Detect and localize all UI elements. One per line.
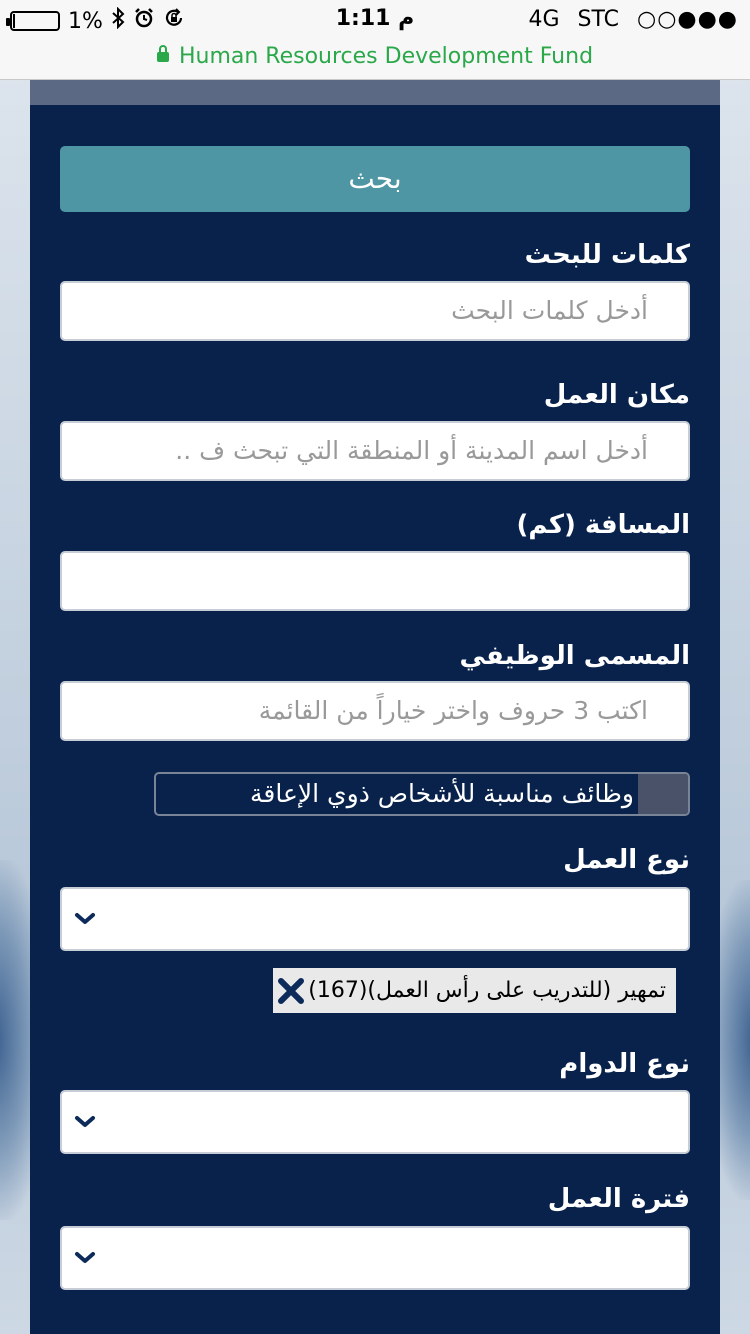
work-period-select[interactable] [60,1226,690,1290]
disability-jobs-label: وظائف مناسبة للأشخاص ذوي الإعاقة [250,779,634,808]
disability-jobs-checkbox[interactable] [154,772,690,816]
chevron-down-icon [74,1112,96,1132]
panel-header [30,80,720,105]
distance-input[interactable] [60,551,690,611]
shift-type-label: نوع الدوام [559,1049,690,1079]
status-right [528,7,738,32]
address-bar[interactable] [0,40,750,80]
chevron-down-icon [74,909,96,929]
site-name: Human Resources Development Fund [178,44,594,69]
status-bar [0,0,750,40]
search-button[interactable]: بحث [60,146,690,212]
remove-tag-icon[interactable] [275,975,307,1007]
location-input[interactable]: أدخل اسم المدينة أو المنطقة التي تبحث ف .. [60,421,690,481]
keywords-label: كلمات للبحث [524,240,690,270]
network-type: 4G [528,7,560,32]
signal-strength-icon: ○○●●● [637,7,738,32]
work-period-label: فترة العمل [547,1184,690,1214]
carrier-name: STC [577,7,620,32]
shift-type-select[interactable] [60,1090,690,1154]
job-title-input[interactable]: اكتب 3 حروف واختر خياراً من القائمة [60,681,690,741]
job-title-label: المسمى الوظيفي [459,641,690,671]
keywords-input[interactable]: أدخل كلمات البحث [60,281,690,341]
battery-percent: 1% [68,8,103,34]
clock: 1:11 م [335,6,415,31]
work-type-label: نوع العمل [563,845,690,875]
tag-label: تمهير (للتدريب على رأس العمل)(167) [308,978,666,1003]
search-panel [30,105,720,1334]
lock-icon [157,52,169,62]
chevron-down-icon [74,1248,96,1268]
work-type-selected-tag [273,968,676,1013]
checkbox-box[interactable] [638,774,688,814]
location-label: مكان العمل [543,380,690,410]
distance-label: المسافة (كم) [516,510,690,540]
work-type-select[interactable] [60,887,690,951]
